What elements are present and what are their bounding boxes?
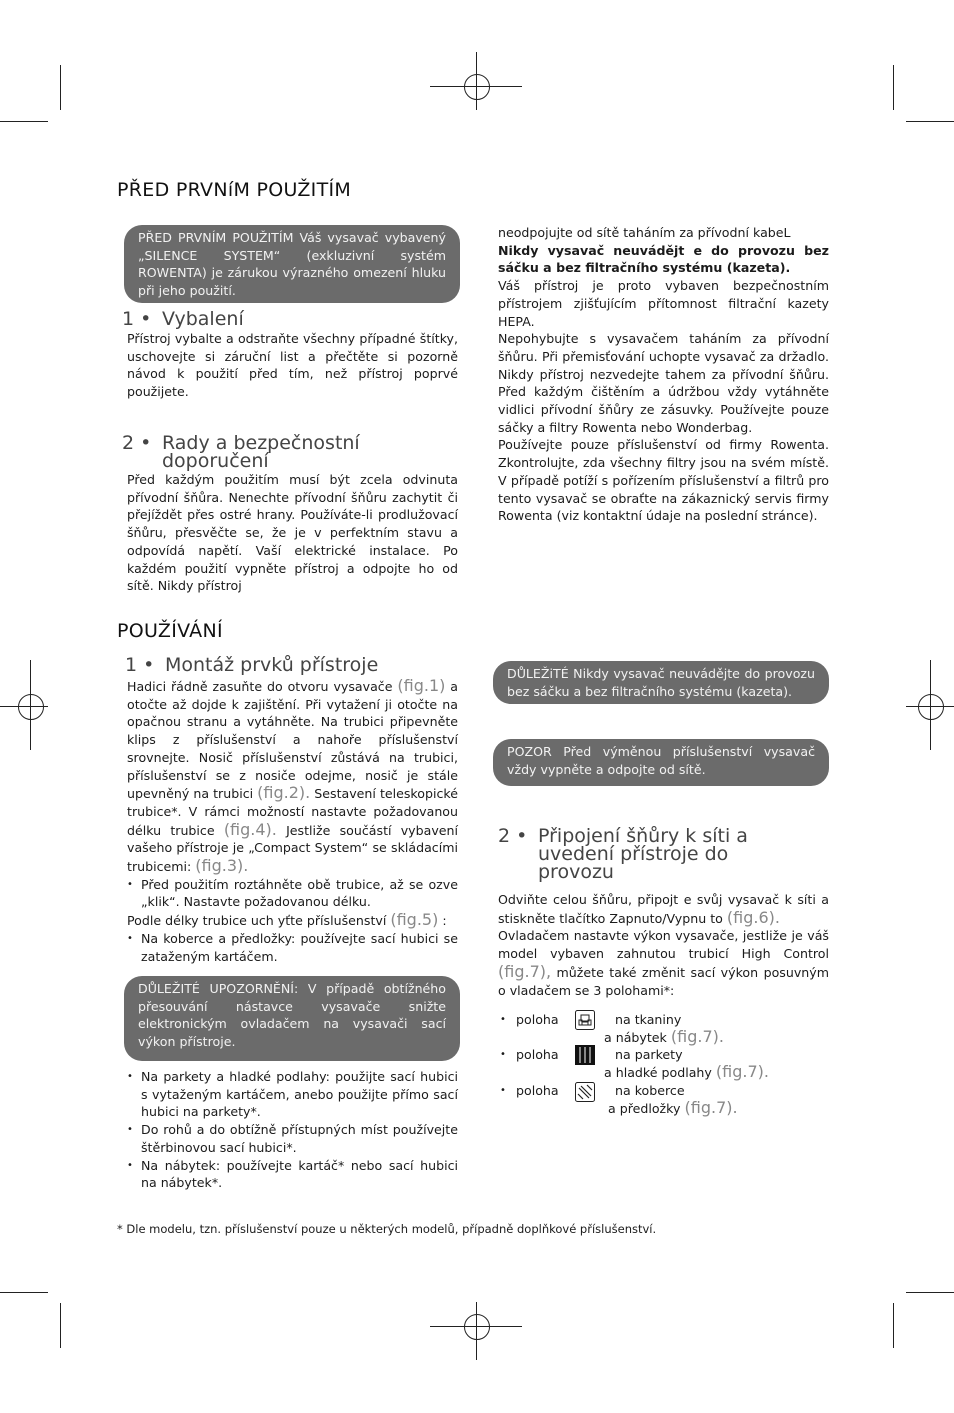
power-paragraph-1 <box>498 891 829 927</box>
fig-ref: (fig.6). <box>726 907 780 927</box>
list-item: • Před použitím roztáhněte obě trubice, až se ozve „klik“. Nastavte požadovanou délku. <box>127 876 458 911</box>
mode-desc-line1: na koberce <box>615 1083 685 1098</box>
right-paragraph-2: Váš přístroj je proto vybaven bezpečnostním přístrojem zjišťujícím přítomnost filtrační kazety HEPA. <box>498 278 829 329</box>
power-paragraph-2 <box>498 927 829 999</box>
safety-heading <box>122 434 360 470</box>
fig-ref: (fig.1) <box>397 676 446 695</box>
heading-number: 2 • <box>122 432 152 454</box>
heading-text-line3: provozu <box>538 861 614 883</box>
bullet: • <box>500 1085 506 1096</box>
right-warning-bold: Nikdy vysavač neuvádějt e do provozu bez sáčku a bez filtračního systému (kazeta). <box>498 242 829 276</box>
mode-item-parquet <box>500 1046 830 1086</box>
important-warning-box <box>124 976 460 1061</box>
text-run: Hadici řádně zasuňte do otvoru vysavače <box>127 679 398 694</box>
mode-desc-line1: na parkety <box>615 1047 683 1062</box>
safety-paragraph: Před každým použitím musí být zcela odvinuta přívodní šňůra. Nenechte přívodní šňůru zachytit či přejíždět přes ostré hrany. Používáte-li prodlužovací šňůru, přesvěčte se, že je v perfektním stavu a odpovídá napětí. Vaší elektrické instalace. Po každém použití vypněte přístroj a odpojte ho od sítě. Nikdy přístroj <box>127 472 458 594</box>
important-warning-text: DŮLEŽITÉ UPOZORNĚNÍ: V případě obtížného přesouvání nástavce vysavače snižte elektronickým ovladačem na vysavači sací výkon přístroje. <box>138 981 446 1050</box>
heading-number: 1 • <box>125 654 155 676</box>
fig-ref: (fig.7). <box>684 1098 738 1117</box>
power-connection-heading <box>498 827 748 881</box>
mode-desc-line1: na tkaniny <box>615 1012 682 1027</box>
section-title-usage: POUŽÍVÁNÍ <box>117 620 223 642</box>
text-run: Sestavení teleskopické trubice*. V rámci možností nastavte požadovanou délku trubice <box>127 786 458 838</box>
parquet-icon <box>575 1045 595 1065</box>
heading-text: Připojení šňůry k síti a <box>538 825 748 847</box>
right-paragraph-3: Nepohybujte s vysavačem taháním za přívodní šňůru. Při přemisťování uchopte vysavač za držadlo. Nikdy přístroj nezvedejte tahem za přívodní šňůru. Před každým čištěním a údržbou vždy vytáhněte vidlici přívodní šňůry ze zásuvky. Používejte pouze sáčky a filtry Rowenta nebo Wonderbag. <box>498 331 829 435</box>
caution-text: POZOR Před výměnou příslušenství vysavač vždy vypněte a odpojte od sítě. <box>507 744 815 777</box>
text-run: : <box>438 913 447 929</box>
assembly-paragraph-1 <box>127 677 458 876</box>
text-run: Ovladačem nastavte výkon vysavače, jestliže je váš model vybaven zahnutou trubicí High Control <box>498 928 829 962</box>
heading-text: Montáž prvků přístroje <box>165 654 379 676</box>
mode-label: poloha <box>516 1047 559 1062</box>
list-item: • Do rohů a do obtížně přístupných míst používejte štěrbinovou sací hubici*. <box>127 1121 458 1156</box>
mode-desc-line2: a hladké podlahy <box>604 1065 712 1080</box>
safety-text <box>127 471 458 595</box>
fig-ref: (fig.7), <box>498 961 552 981</box>
carpet-icon <box>575 1082 595 1102</box>
heading-text-line2: uvedení přístroje do <box>538 843 729 865</box>
mode-label: poloha <box>516 1083 559 1098</box>
text-run: a otočte až dojde k zajištění. Při vytažení ji otočte na opačnou stranu a vytáhněte. Na trubici připevněte klips z příslušenství a nahoře příslušenství srovnejte. Nosič příslušenství zůstává na trubici, příslušenství se z nosiče odejme, nosič je stále upevněný na trubici <box>127 679 458 802</box>
mode-item-fabrics <box>500 1011 830 1051</box>
assembly-heading <box>125 656 378 674</box>
section-title-before-first-use: PŘED PRVNíM POUŽITÍM <box>117 179 352 201</box>
unpacking-heading <box>122 310 244 328</box>
armchair-icon <box>575 1010 595 1030</box>
list-item: • Na koberce a předložky: používejte sací hubici se zataženým kartáčem. <box>127 930 458 965</box>
mode-item-carpet <box>500 1082 830 1122</box>
bullet: • <box>500 1049 506 1060</box>
heading-number: 1 • <box>122 308 152 330</box>
text-run: Podle délky trubice uch yťte příslušenství <box>127 913 391 929</box>
assembly-text <box>127 677 458 965</box>
unpacking-paragraph: Přístroj vybalte a odstraňte všechny případné štítky, uschovejte si záruční list a přečtěte si pozorně návod k použití před tím, než přístroj poprvé použijete. <box>127 331 458 400</box>
right-paragraph-4: Používejte pouze příslušenství od firmy Rowenta. Zkontrolujte, zda všechny filtry jsou na svém místě. V případě potíží s pořízením příslušenství a filtrů pro tento vysavač se obraťte na zákaznický servis firmy Rowenta (viz kontaktní údaje na poslední stránce). <box>498 437 829 524</box>
fig-ref: (fig.7). <box>670 1027 724 1046</box>
right-paragraph-1: neodpojujte od sítě taháním za přívodní kabeL <box>498 225 791 240</box>
important-bag-box <box>493 661 829 704</box>
power-connection-text <box>498 891 829 999</box>
mode-desc-line2: a nábytek <box>604 1030 667 1045</box>
list-item: • Na nábytek: používejte kartáč* nebo sací hubici na nábytek*. <box>127 1157 458 1192</box>
mode-label: poloha <box>516 1012 559 1027</box>
text-run: Odviňte celou šňůru, připojt e svůj vysavač k síti a stiskněte tlačítko Zapnuto/Vypnu to <box>498 892 829 926</box>
text-run: můžete také změnit sací výkon posuvným o vladačem se 3 polohami*: <box>498 964 829 998</box>
floor-usage-list <box>127 1068 458 1192</box>
caution-box <box>493 739 829 786</box>
assembly-paragraph-2 <box>127 911 458 930</box>
heading-text-line2: doporučení <box>162 450 269 472</box>
mode-desc-line2: a předložky <box>608 1101 681 1116</box>
heading-text: Vybalení <box>162 308 244 330</box>
fig-ref: (fig.2). <box>257 783 311 803</box>
heading-number: 2 • <box>498 825 528 847</box>
fig-ref: (fig.7). <box>715 1062 769 1081</box>
silence-system-text: PŘED PRVNÍM POUŽITÍM Váš vysavač vybavený „SILENCE SYSTEM“ (exkluzivní systém ROWENTA) je zárukou výrazného omezení hluku při jeho použití. <box>138 230 446 299</box>
footnote: * Dle modelu, tzn. příslušenství pouze u některých modelů, případně doplňkové příslušenství. <box>117 1222 657 1236</box>
fig-ref: (fig.5) <box>390 910 439 930</box>
heading-text: Rady a bezpečnostní <box>162 432 360 454</box>
list-item: • Na parkety a hladké podlahy: použijte sací hubici s vytaženým kartáčem, anebo použijte přímo sací hubici na parkety*. <box>127 1068 458 1121</box>
text-run: Jestliže součástí vybavení vašeho přístroje je „Compact System“ se skládacími trubicemi: <box>127 822 459 875</box>
fig-ref: (fig.4). <box>223 819 277 839</box>
unpacking-text <box>127 330 458 401</box>
important-bag-text: DŮLEŽiTÉ Nikdy vysavač neuvádějte do provozu bez sáčku a bez filtračního systému (kazeta). <box>507 666 815 699</box>
fig-ref: (fig.3). <box>195 856 249 876</box>
bullet: • <box>500 1014 506 1025</box>
silence-system-info-box <box>124 225 460 303</box>
safety-text-continued <box>498 224 829 525</box>
